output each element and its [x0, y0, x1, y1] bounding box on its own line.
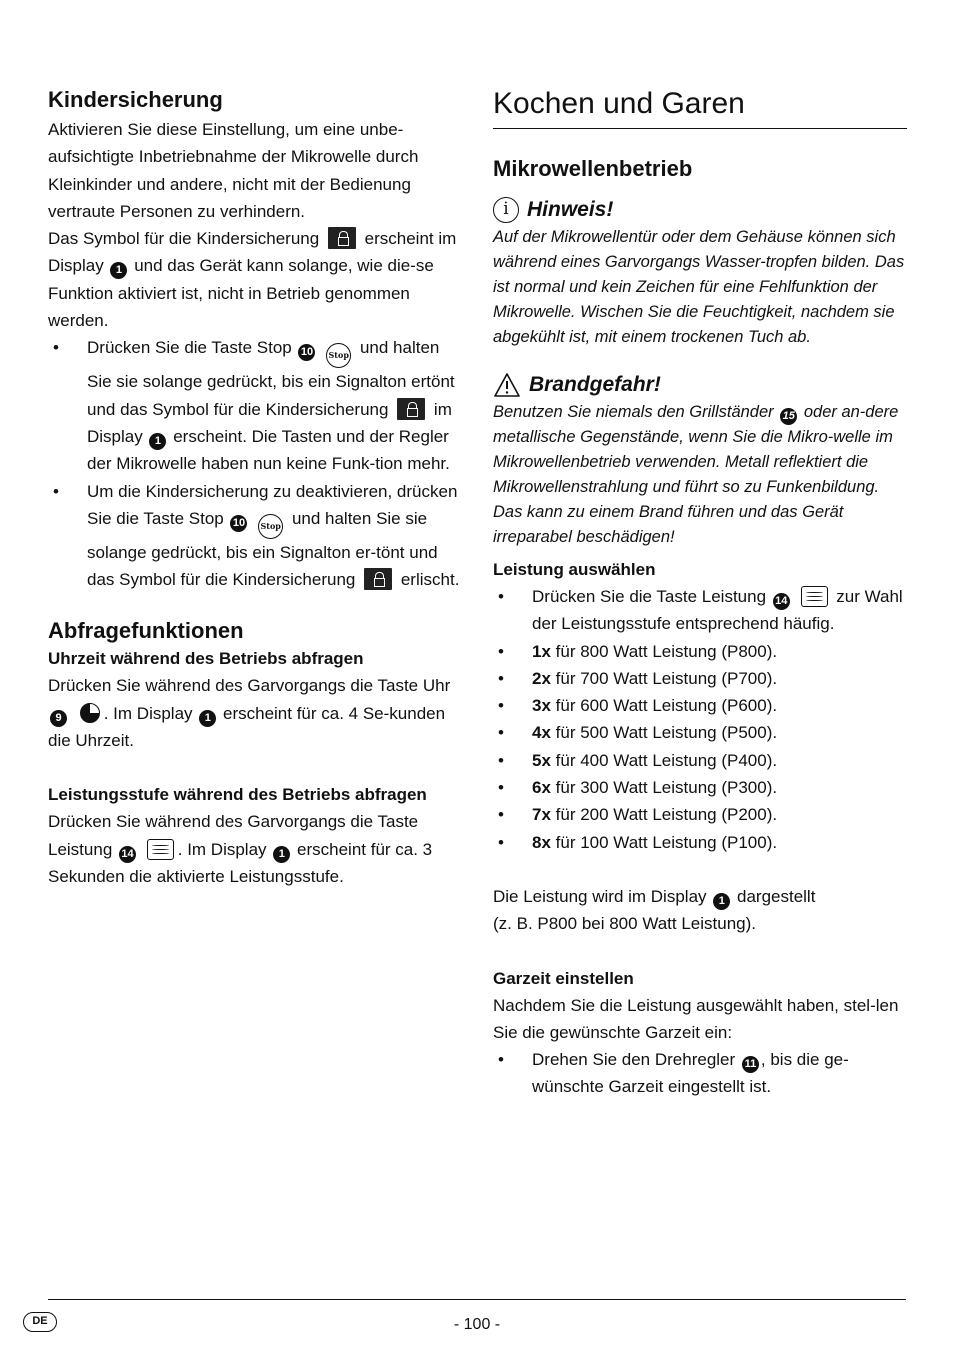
- text: Um die Kindersicherung zu deaktivieren, drücken Sie die Taste Stop: [87, 481, 458, 528]
- level-text: für 300 Watt Leistung (P300).: [555, 778, 778, 798]
- text: erscheint für ca. 3 Sekunden die aktivierte Leistungsstufe.: [48, 839, 433, 886]
- marker-display: 1: [273, 846, 290, 863]
- hinweis-note: [493, 195, 907, 350]
- text: Drücken Sie die Taste Stop: [87, 338, 292, 358]
- brandgefahr-title: [493, 370, 907, 400]
- marker-stop: 10: [298, 344, 315, 361]
- stop-icon: Stop: [326, 343, 351, 368]
- text: Benutzen Sie niemals den Grillständer: [493, 403, 774, 421]
- text: oder an-dere metallische Gegenstände, wenn Sie die Mikro-welle im Mikrowellenbetrieb verwenden. Metall reflektiert die Mikrowellenstrahlung und führt so zu Funkenbildung. Das kann zu einem Brand führen und das Gerät irreparabel beschädigen!: [493, 403, 899, 546]
- heading-abfragefunktionen: Abfragefunktionen: [48, 618, 244, 644]
- text: , bis die ge-wünschte Garzeit eingestellt ist.: [532, 1050, 849, 1097]
- paragraph: [493, 883, 907, 938]
- paragraph: [48, 225, 462, 334]
- marker-grill: 15: [780, 408, 797, 425]
- list-item: [48, 334, 462, 477]
- marker-leistung: 14: [773, 593, 790, 610]
- level-item: [493, 638, 907, 665]
- text: und halten Sie sie solange gedrückt, bis ein Signalton ertönt und das Symbol für die Kindersicherung: [87, 338, 455, 419]
- hinweis-title: [493, 195, 907, 225]
- info-icon: i: [493, 197, 519, 223]
- text: Das Symbol für die Kindersicherung: [48, 229, 320, 249]
- power-waves-icon: [147, 839, 174, 860]
- text: im Display: [87, 399, 452, 446]
- text: Drehen Sie den Drehregler: [532, 1050, 736, 1070]
- text: erscheint im Display: [48, 229, 457, 276]
- text: Drücken Sie die Taste Leistung: [532, 587, 767, 606]
- subheading-uhrzeit: Uhrzeit während des Betriebs abfragen: [48, 649, 364, 669]
- level-count: 6x: [532, 778, 551, 798]
- list-item: [493, 1046, 907, 1101]
- text: erscheint. Die Tasten und der Regler der Mikrowelle haben nun keine Funk-tion mehr.: [87, 426, 450, 474]
- level-count: 8x: [532, 832, 551, 852]
- level-text: für 400 Watt Leistung (P400).: [555, 750, 778, 770]
- text: (z. B. P800 bei 800 Watt Leistung).: [493, 914, 757, 934]
- level-text: für 700 Watt Leistung (P700).: [555, 668, 778, 688]
- text: und das Gerät kann solange, wie die-se Funktion aktiviert ist, nicht in Betrieb genommen werden.: [48, 256, 434, 331]
- level-item: [493, 719, 907, 746]
- text: erscheint für ca. 4 Se-kunden die Uhrzeit.: [48, 703, 446, 751]
- marker-display: 1: [713, 893, 730, 910]
- level-count: 4x: [532, 723, 551, 743]
- text: Die Leistung wird im Display: [493, 886, 707, 906]
- level-item: [493, 747, 907, 774]
- right-column: [493, 86, 907, 1101]
- list-item: [493, 583, 907, 638]
- subheading-garzeit: Garzeit einstellen: [493, 968, 634, 988]
- level-text: für 600 Watt Leistung (P600).: [555, 696, 778, 716]
- marker-stop: 10: [230, 515, 247, 532]
- garzeit-list: [493, 1046, 907, 1101]
- text: und halten Sie sie solange gedrückt, bis ein Signalton er-tönt und das Symbol für die Kindersicherung: [87, 508, 438, 590]
- marker-display: 1: [149, 433, 166, 450]
- level-count: 7x: [532, 805, 551, 825]
- stop-icon: Stop: [258, 514, 283, 539]
- heading-mikrowellenbetrieb: Mikrowellenbetrieb: [493, 156, 693, 181]
- left-column: [48, 86, 462, 890]
- brandgefahr-warning: [493, 370, 907, 550]
- paragraph: [48, 672, 462, 754]
- level-text: für 200 Watt Leistung (P200).: [555, 805, 778, 825]
- text: erlischt.: [400, 570, 460, 590]
- paragraph: [48, 808, 462, 890]
- hinweis-text: Auf der Mikrowellentür oder dem Gehäuse können sich während eines Garvorgangs Wasser-tropfen bilden. Das ist normal und kein Zeichen für eine Fehlfunktion der Mikrowelle. Wischen Sie die Feuchtigkeit, nachdem sie abgekühlt ist, mit einem trockenen Tuch ab.: [493, 228, 905, 346]
- level-count: 2x: [532, 668, 551, 688]
- warning-icon: [493, 372, 521, 398]
- text: . Im Display: [103, 703, 193, 723]
- level-text: für 800 Watt Leistung (P800).: [555, 641, 778, 661]
- marker-uhr: 9: [50, 710, 67, 727]
- text: Drücken Sie während des Garvorgangs die Taste Uhr: [48, 676, 451, 696]
- heading-kindersicherung: Kindersicherung: [48, 87, 223, 112]
- bullet-list: [48, 334, 462, 593]
- marker-leistung: 14: [119, 846, 136, 863]
- brandgefahr-text: [493, 400, 907, 550]
- marker-display: 1: [110, 262, 127, 279]
- page-title: Kochen und Garen: [493, 86, 907, 129]
- subheading-leistungsstufe: Leistungsstufe während des Betriebs abfragen: [48, 785, 427, 805]
- lock-icon: [397, 398, 425, 420]
- clock-icon: [78, 702, 100, 724]
- level-text: für 100 Watt Leistung (P100).: [555, 832, 778, 852]
- text: zur Wahl der Leistungsstufe entsprechend häufig.: [532, 587, 903, 634]
- page-number: - 100 -: [453, 1316, 501, 1333]
- text: Hinweis!: [527, 198, 614, 221]
- power-waves-icon: [801, 586, 828, 607]
- marker-display: 1: [199, 710, 216, 727]
- text: Brandgefahr!: [529, 373, 661, 396]
- level-item: [493, 829, 907, 856]
- leistung-list: [493, 583, 907, 856]
- text: Drücken Sie während des Garvorgangs die Taste Leistung: [48, 812, 419, 859]
- text: dargestellt: [737, 886, 816, 906]
- language-badge: DE: [23, 1312, 57, 1332]
- level-count: 5x: [532, 750, 551, 770]
- level-count: 1x: [532, 641, 551, 661]
- subheading-leistung: Leistung auswählen: [493, 560, 656, 579]
- footer-divider: [48, 1299, 906, 1300]
- lock-icon: [328, 227, 356, 249]
- level-text: für 500 Watt Leistung (P500).: [555, 723, 778, 743]
- level-count: 3x: [532, 696, 551, 716]
- paragraph: Aktivieren Sie diese Einstellung, um eine unbe-aufsichtigte Inbetriebnahme der Mikrowelle durch Kleinkinder und andere, nicht mit der Bedienung vertraute Personen zu verhindern.: [48, 120, 419, 221]
- level-item: [493, 774, 907, 801]
- text: . Im Display: [177, 839, 267, 859]
- level-item: [493, 692, 907, 719]
- list-item: [48, 478, 462, 594]
- level-item: [493, 665, 907, 692]
- marker-dreh: 11: [742, 1056, 759, 1073]
- level-item: [493, 801, 907, 828]
- paragraph: Nachdem Sie die Leistung ausgewählt haben, stel-len Sie die gewünschte Garzeit ein:: [493, 995, 899, 1042]
- lock-icon: [364, 568, 392, 590]
